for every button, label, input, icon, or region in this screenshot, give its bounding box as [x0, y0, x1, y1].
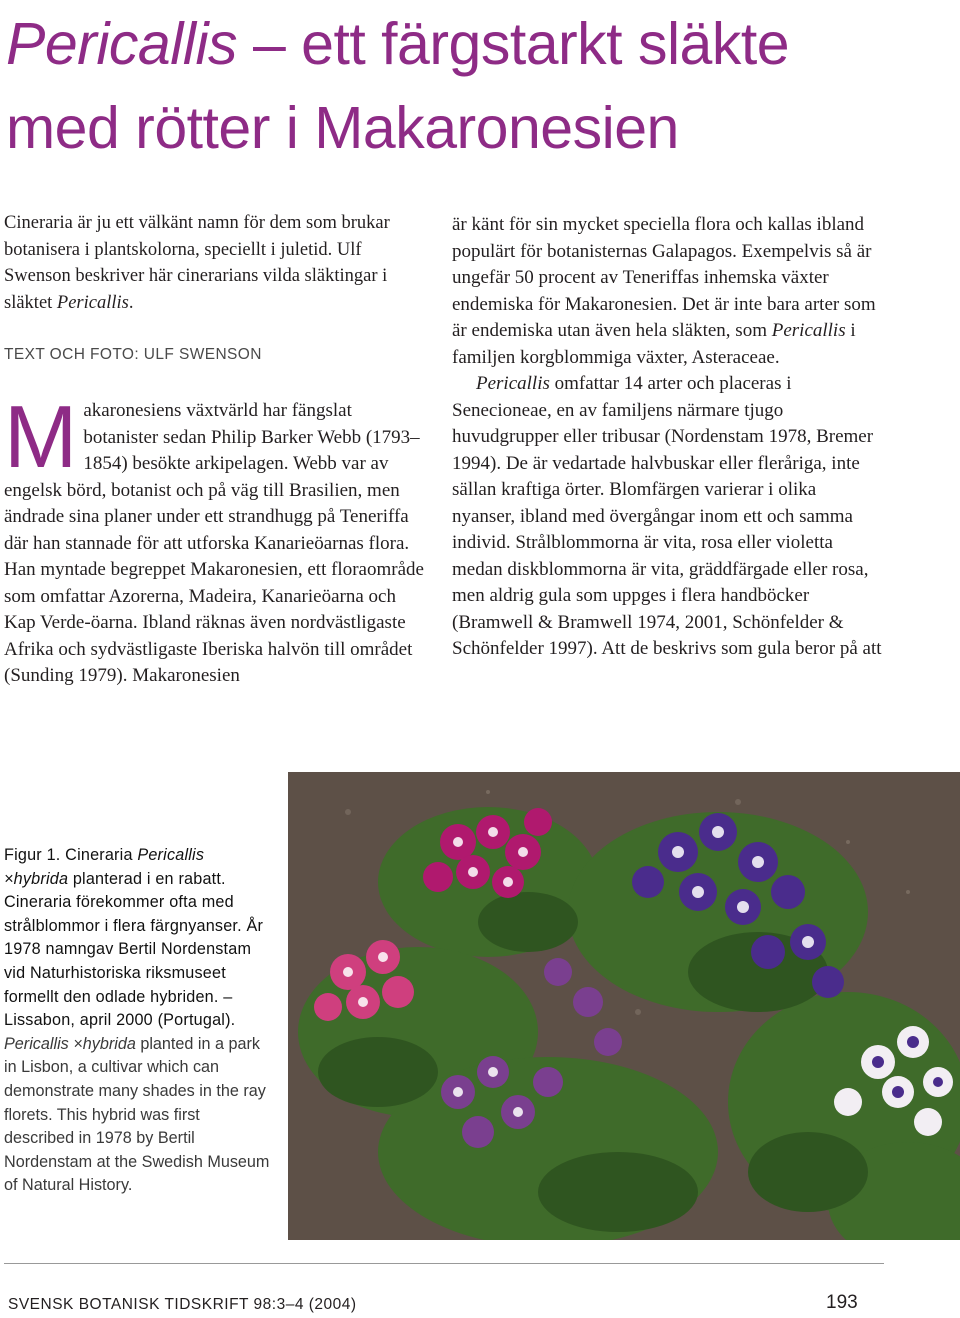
body-right-text-b: i familjen korgblommiga växter, Asteraceae. — [452, 320, 856, 368]
caption-en-hybrid: ×hybrida — [73, 1034, 136, 1053]
caption-en-b: planted in a park in Lisbon, a cultivar which can demonstrate many shades in the ray florets. This hybrid was first described in 1978 by Bertil Nordenstam at the Swedish Museum of Natural History. — [4, 1034, 270, 1195]
body-right-genus-1: Pericallis — [771, 320, 846, 341]
title-genus: Pericallis — [6, 11, 238, 77]
caption-sv-a: Figur 1. Cineraria — [4, 846, 138, 864]
body-right-text-c: omfattar 14 arter och placeras i Senecioneae, en av familjens närmare tjugo huvudgrupper eller tribusar (Nordenstam 1978, Bremer 1994). De är vedartade halvbuskar eller fleråriga, inte sällan kraftiga örter. Blomfärgen varierar i olika nyanser, ibland med övergångar inom ett och samma individ. Strålblommorna är vita, rosa eller violetta medan diskblommorna är vita, gräddfärgade eller rosa, men aldrig gula som uppges i flera handböcker (Bramwell & Bramwell 1974, 2001, Schönfelder & Schönfelder 1997). Att de beskrivs som gula beror på att — [452, 373, 882, 659]
body-right-genus-2: Pericallis — [476, 373, 550, 394]
caption-sv-genus: Pericallis — [137, 846, 205, 864]
title-line1-rest: – ett färgstarkt släkte — [237, 11, 790, 77]
body-column-right — [452, 212, 882, 663]
caption-sv-b: planterad i en rabatt. Cineraria förekommer ofta med strålblommor i flera färgnyanser. År 1978 namngav Bertil Nordenstam vid Naturhistoriska riksmuseet formellt den odlade hybriden. – Lissabon, april 2000 (Portugal). — [4, 869, 264, 1030]
body-paragraph-2 — [452, 371, 882, 663]
caption-swedish — [4, 846, 263, 1029]
body-column-left — [4, 387, 424, 690]
byline-credit: TEXT OCH FOTO: ULF SWENSON — [4, 346, 262, 363]
body-paragraph-1 — [4, 387, 424, 690]
page-number: 193 — [826, 1292, 858, 1313]
footer-rule — [4, 1263, 884, 1264]
lede-end: . — [128, 292, 134, 313]
figure-caption — [4, 844, 274, 1198]
article-title — [6, 2, 956, 170]
title-line2: med rötter i Makaronesien — [6, 95, 679, 161]
cineraria-illustration — [288, 772, 960, 1240]
lede-genus: Pericallis — [56, 292, 129, 313]
body-left-text: akaronesiens växtvärld har fängslat botanister sedan Philip Barker Webb (1793–1854) besökte arkipelagen. Webb var av engelsk börd, botanist och på väg till Brasilien, men ändrade sina planer under ett strandhugg på Teneriffa där han stannade för att utforska Kanarieöarnas flora. Han myntade begreppet Makaronesien, ett floraområde som omfattar Azorerna, Madeira, Kanarieöarna och Kap Verde-öarna. Ibland räknas även nordvästligaste Afrika och sydvästligaste Iberiska halvön till området (Sunding 1979). Makaronesien — [4, 400, 424, 686]
drop-cap: M — [4, 387, 78, 486]
caption-en-genus: Pericallis — [4, 1034, 69, 1053]
caption-sv-hybrid: ×hybrida — [4, 869, 69, 888]
body-right-text-a: är känt för sin mycket speciella flora och kallas ibland populärt för botanisternas Galapagos. Exempelvis så är ungefär 50 procent av Teneriffas inhemska växter endemiska för Makaronesien. Det är inte bara arter som är endemiska utan även hela släkten, som — [452, 214, 876, 341]
footer-journal: SVENSK BOTANISK TIDSKRIFT 98:3–4 (2004) — [8, 1296, 357, 1313]
caption-english — [4, 1035, 269, 1195]
flower-photo — [288, 772, 960, 1240]
lede-text: Cineraria är ju ett välkänt namn för dem som brukar botanisera i plantskolorna, speciellt i juletid. Ulf Swenson beskriver här cinerarians vilda släktingar i släktet — [4, 213, 390, 313]
lede-paragraph — [4, 210, 414, 316]
body-paragraph-1-cont — [452, 212, 882, 371]
